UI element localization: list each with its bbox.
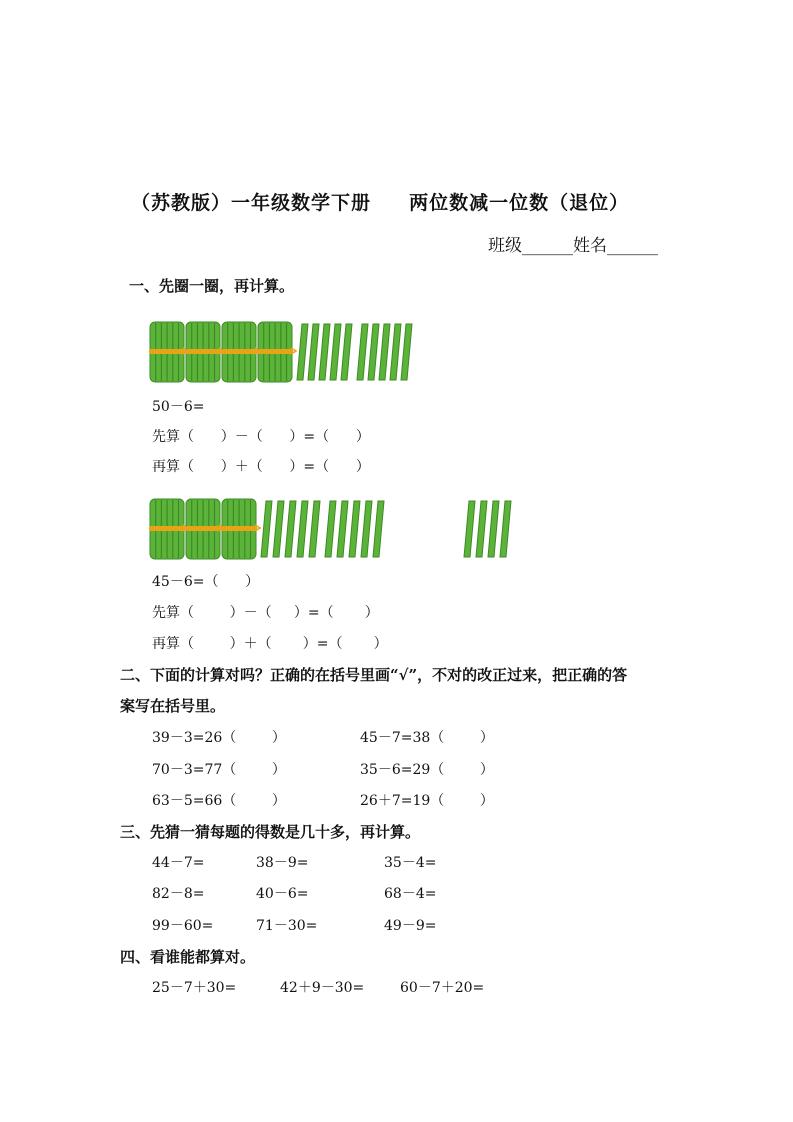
- class-name-line: 班级______姓名______: [488, 236, 658, 256]
- stick-bundle: [185, 322, 224, 382]
- check-item: 39－3=26（ ）: [152, 730, 286, 746]
- calc-item: 40－6=: [256, 886, 309, 902]
- loose-stick: [297, 324, 308, 380]
- loose-stick: [309, 501, 320, 557]
- mixed-calc-item: 25－7＋30=: [152, 980, 237, 996]
- loose-stick: [273, 501, 284, 557]
- section-2-heading-line2: 案写在括号里。: [120, 697, 226, 715]
- loose-stick: [325, 501, 336, 557]
- check-item: 26＋7=19（ ）: [360, 793, 494, 809]
- check-item: 45－7=38（ ）: [360, 730, 494, 746]
- calc-item: 99－60=: [152, 918, 214, 934]
- step2-45-6: 再算（ ）＋（ ）=（ ）: [152, 636, 388, 652]
- loose-stick: [368, 324, 379, 380]
- section-4-heading: 四、看谁能都算对。: [120, 948, 256, 966]
- loose-stick: [341, 324, 352, 380]
- loose-stick: [308, 324, 319, 380]
- stick-bundle: [185, 499, 224, 559]
- step2-50-6: 再算（ ）＋（ ）=（ ）: [152, 459, 370, 475]
- calc-item: 44－7=: [152, 855, 205, 871]
- loose-stick: [337, 501, 348, 557]
- loose-stick: [401, 324, 412, 380]
- loose-stick: [361, 501, 372, 557]
- equation-45-6: 45－6=（ ）: [152, 574, 260, 590]
- equation-50-6: 50－6=: [152, 399, 205, 415]
- stick-bundle: [221, 322, 260, 382]
- mixed-calc-item: 60－7＋20=: [400, 980, 485, 996]
- mixed-calc-item: 42＋9－30=: [280, 980, 365, 996]
- loose-stick: [319, 324, 330, 380]
- check-item: 63－5=66（ ）: [152, 793, 286, 809]
- calc-item: 68－4=: [384, 886, 437, 902]
- loose-stick: [476, 501, 487, 557]
- calc-item: 38－9=: [256, 855, 309, 871]
- calc-item: 49－9=: [384, 918, 437, 934]
- calc-item: 71－30=: [256, 918, 318, 934]
- sticks-image-45: [146, 497, 526, 561]
- loose-stick: [349, 501, 360, 557]
- stick-bundle: [149, 322, 188, 382]
- section-1-heading: 一、先圈一圈，再计算。: [129, 277, 295, 295]
- loose-stick: [285, 501, 296, 557]
- loose-stick: [297, 501, 308, 557]
- loose-stick: [379, 324, 390, 380]
- step1-45-6: 先算（ ）－（ ）=（ ）: [152, 605, 379, 621]
- check-item: 70－3=77（ ）: [152, 762, 286, 778]
- section-3-heading: 三、先猜一猜每题的得数是几十多，再计算。: [120, 823, 421, 841]
- check-item: 35－6=29（ ）: [360, 762, 494, 778]
- calc-item: 35－4=: [384, 855, 437, 871]
- stick-bundle: [149, 499, 188, 559]
- loose-stick: [390, 324, 401, 380]
- loose-stick: [500, 501, 511, 557]
- loose-stick: [261, 501, 272, 557]
- loose-stick: [488, 501, 499, 557]
- calc-item: 82－8=: [152, 886, 205, 902]
- loose-stick: [373, 501, 384, 557]
- section-2-heading-line1: 二、下面的计算对吗？正确的在括号里画“√”，不对的改正过来，把正确的答: [120, 666, 628, 684]
- stick-bundle: [257, 322, 296, 382]
- step1-50-6: 先算（ ）－（ ）=（ ）: [152, 429, 370, 445]
- stick-bundle: [221, 499, 260, 559]
- loose-stick: [330, 324, 341, 380]
- loose-stick: [357, 324, 368, 380]
- sticks-image-50: [146, 320, 416, 384]
- page-title: （苏教版）一年级数学下册 两位数减一位数（退位）: [131, 192, 630, 214]
- loose-stick: [464, 501, 475, 557]
